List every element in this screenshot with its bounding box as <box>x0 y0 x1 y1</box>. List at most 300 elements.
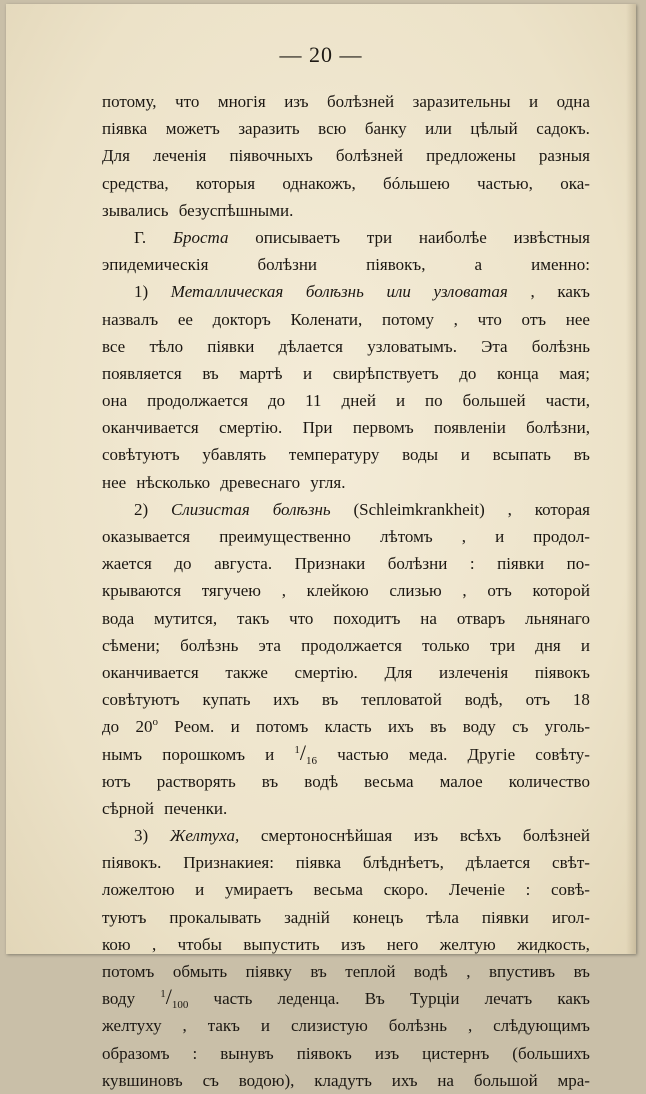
word: задній <box>284 907 330 927</box>
word: что <box>175 92 200 111</box>
word: чтобы <box>177 934 222 954</box>
word: убавлять <box>202 445 267 465</box>
word: свирѣпствуетъ <box>332 363 439 383</box>
word: , <box>281 581 286 601</box>
word: $^1/_{100}$ <box>160 984 189 1012</box>
word: въ <box>321 690 339 710</box>
word: нымъ <box>102 744 143 764</box>
text-line <box>102 768 590 795</box>
word: потомъ <box>255 717 309 737</box>
word: мра- <box>557 1070 590 1090</box>
word: только <box>422 635 470 655</box>
word: прокалывать <box>169 907 262 927</box>
word: піявокъ <box>534 662 590 682</box>
word: изъ <box>341 934 366 954</box>
word: уголь- <box>544 717 590 737</box>
word: цѣлый <box>470 119 518 139</box>
word: : <box>469 554 475 574</box>
word: походитъ <box>333 608 401 628</box>
word: эпидемическія <box>102 255 209 275</box>
word: всю <box>318 119 347 139</box>
text-line <box>102 360 590 387</box>
word: Леченіе <box>448 880 505 900</box>
word: средства, <box>102 173 169 193</box>
word: блѣднѣетъ, <box>362 853 444 873</box>
word: предложены <box>426 146 516 166</box>
word: свѣт- <box>552 853 590 873</box>
word: , <box>182 1016 187 1036</box>
word: желтую <box>439 934 496 954</box>
word: лечатъ <box>484 989 533 1009</box>
word: которыя <box>195 173 256 193</box>
text-line <box>102 278 590 305</box>
word: піявка <box>295 853 342 873</box>
word: и <box>460 445 470 465</box>
word: Броста <box>172 227 229 247</box>
word: бóльшею <box>383 173 450 193</box>
word: оканчивается <box>102 418 199 438</box>
word: піявки <box>481 907 529 927</box>
body-text <box>102 88 590 1094</box>
word: піявка <box>102 119 148 139</box>
word: Слизистая <box>171 499 250 519</box>
word: все <box>102 336 126 356</box>
word: : <box>525 880 531 900</box>
word: въ <box>202 363 219 383</box>
word: Другіе <box>467 744 516 764</box>
word: смертію. <box>219 418 283 438</box>
word: мутится, <box>154 608 218 628</box>
word: изъ <box>284 92 309 111</box>
word: Металлическая <box>170 282 284 302</box>
word: водою), <box>238 1070 295 1090</box>
word: піявку <box>245 962 292 981</box>
text-line <box>102 577 590 604</box>
text-line <box>102 469 590 496</box>
word: кою <box>102 934 131 954</box>
word: болѣзней <box>522 826 590 846</box>
word: водѣ <box>304 771 339 791</box>
word: эта <box>258 635 281 655</box>
text-line <box>102 876 590 903</box>
word: обмыть <box>172 962 228 981</box>
word: леденца. <box>277 989 340 1009</box>
word: извѣстныя <box>513 227 590 247</box>
word: теплой <box>345 962 396 981</box>
word: или <box>425 119 452 139</box>
word: желтуху <box>102 1016 162 1036</box>
word: назвалъ <box>102 309 159 329</box>
word: отъ <box>487 581 512 601</box>
word: піявокъ, <box>366 255 426 275</box>
word: появленіи <box>433 418 506 438</box>
text-line <box>102 306 590 333</box>
word: класть <box>324 717 372 737</box>
word: болѣзнь <box>272 499 331 519</box>
word: или <box>386 282 411 302</box>
word: узловатая <box>433 282 508 302</box>
word: Реом. <box>174 717 215 737</box>
word: , <box>530 282 535 302</box>
word: слизистую <box>290 1016 368 1036</box>
word: слизью <box>389 581 442 601</box>
word: ихъ <box>387 717 414 737</box>
word: и <box>260 1016 271 1036</box>
word: Признакиея: <box>183 853 274 873</box>
word: При <box>302 418 333 438</box>
text-line <box>102 795 590 822</box>
text-line <box>102 659 590 686</box>
word: болѣзни, <box>526 418 590 438</box>
word: растворять <box>156 771 236 791</box>
word: частью, <box>477 173 533 193</box>
word: отваръ <box>456 608 506 628</box>
word: докторъ <box>212 309 271 329</box>
word: на <box>437 1070 454 1090</box>
word: меда. <box>408 744 448 764</box>
word: водѣ <box>413 962 448 981</box>
word: отъ <box>525 690 551 710</box>
word: и <box>303 363 313 383</box>
word: въ <box>261 771 279 791</box>
text-line <box>102 550 590 577</box>
word: такъ <box>207 1016 240 1036</box>
word: совѣ- <box>551 880 590 900</box>
text-line <box>102 197 590 224</box>
word: болѣзнь <box>388 1016 447 1036</box>
word: зывались <box>102 200 169 220</box>
word: наиболѣе <box>418 227 487 247</box>
word: болѣзни <box>387 554 448 574</box>
text-line <box>102 904 590 931</box>
text-line <box>102 224 590 251</box>
text-line <box>102 88 590 115</box>
text-line <box>102 1040 590 1067</box>
word: продол- <box>533 527 590 546</box>
word: умираетъ <box>224 880 293 900</box>
text-line <box>102 523 590 550</box>
word: піявки <box>497 554 545 574</box>
word: она <box>102 391 128 411</box>
word: вынувъ <box>220 1043 274 1063</box>
word: оканчивается <box>102 662 199 682</box>
word: изъ <box>413 826 439 846</box>
word: весьма <box>364 771 414 791</box>
word: также <box>225 662 268 682</box>
word: большей <box>462 391 526 411</box>
word: ютъ <box>102 771 131 791</box>
text-line <box>102 605 590 632</box>
word: Турціи <box>410 989 460 1009</box>
word: $^1/_{16}$ <box>294 739 318 767</box>
word: которая <box>534 499 590 519</box>
word: : <box>192 1043 198 1063</box>
word: болѣзней <box>335 146 403 166</box>
word: піявокъ. <box>102 853 162 873</box>
word: въ <box>430 717 447 737</box>
word: продолжается <box>147 391 249 411</box>
word: древеснаго <box>220 472 301 492</box>
word: большой <box>473 1070 538 1090</box>
text-line <box>102 931 590 958</box>
word: и <box>395 391 406 411</box>
text-line <box>102 686 590 713</box>
word: узловатымъ. <box>367 336 457 356</box>
word: потому <box>381 309 434 329</box>
word: и <box>529 92 539 111</box>
word: августа. <box>214 554 273 574</box>
word: выпустить <box>243 934 320 954</box>
text-line <box>102 985 590 1012</box>
word: тягучею <box>201 581 262 601</box>
word: разныя <box>538 146 590 166</box>
word: изъ <box>374 1043 400 1063</box>
word: тѣло <box>149 336 184 356</box>
word: кладутъ <box>314 1070 372 1090</box>
word: именно: <box>531 255 590 275</box>
word: (большихъ <box>512 1043 590 1063</box>
word: піявокъ <box>296 1043 352 1063</box>
word: болѣзней <box>327 92 395 111</box>
word: сѣмени; <box>102 635 160 655</box>
word: что <box>477 309 502 329</box>
word: воды <box>402 445 439 465</box>
word: угля. <box>310 472 346 492</box>
word: части, <box>545 391 590 411</box>
word: него <box>386 934 419 954</box>
word: въ <box>573 962 590 981</box>
text-line <box>102 496 590 523</box>
word: безуспѣшными. <box>178 200 294 220</box>
text-line <box>102 441 590 468</box>
word: образомъ <box>102 1043 170 1063</box>
word: Признаки <box>294 554 366 574</box>
word: впустивъ <box>488 962 556 981</box>
word: слѣдующимъ <box>493 1016 590 1036</box>
word: заразительны <box>412 92 511 111</box>
word: потому, <box>102 92 157 111</box>
word: сѣрной <box>102 798 154 818</box>
word: печенки. <box>164 798 228 818</box>
word: болѣзнь <box>180 635 239 655</box>
word: смертію. <box>294 662 358 682</box>
word: нѣсколько <box>136 472 211 492</box>
word: скоро. <box>383 880 429 900</box>
word: 20$^o$ <box>135 716 158 737</box>
word: , <box>151 934 157 954</box>
word: совѣтуютъ <box>102 690 180 710</box>
word: такъ <box>237 608 270 628</box>
word: ложелтою <box>102 880 175 900</box>
word: , <box>466 962 471 981</box>
word: дней <box>341 391 376 411</box>
word: крываются <box>102 581 182 601</box>
word: Г. <box>134 227 147 247</box>
text-line <box>102 958 590 985</box>
word: весьма <box>313 880 363 900</box>
word: дня <box>535 635 561 655</box>
word: болѣзни <box>257 255 318 275</box>
word: однакожъ, <box>282 173 356 193</box>
word: дѣлается <box>278 336 343 356</box>
word: льнянаго <box>525 608 590 628</box>
word: піявки <box>207 336 255 356</box>
word: съ <box>512 717 529 737</box>
word: количество <box>508 771 590 791</box>
word: какъ <box>557 989 590 1009</box>
word: воду <box>462 717 496 737</box>
text-line <box>102 1012 590 1039</box>
word: отъ <box>521 309 547 329</box>
word: игол- <box>551 907 590 927</box>
word: воду <box>102 989 136 1009</box>
word: дѣлается <box>465 853 531 873</box>
word: нее <box>102 472 127 492</box>
text-line <box>102 1067 590 1094</box>
word: можетъ <box>165 119 220 139</box>
word: Желтуха, <box>169 826 240 846</box>
page-edge-shadow <box>626 4 636 954</box>
text-line <box>102 142 590 169</box>
word: вода <box>102 608 135 628</box>
word: до <box>459 363 477 383</box>
word: въ <box>573 445 590 465</box>
word: совѣту- <box>535 744 590 764</box>
word: излеченія <box>439 662 509 682</box>
word: и <box>495 527 505 546</box>
word: и <box>230 717 240 737</box>
word: ихъ <box>273 690 300 710</box>
word: кувшиновъ <box>102 1070 183 1090</box>
word: до <box>268 391 286 411</box>
word: мартѣ <box>239 363 283 383</box>
word: купать <box>202 690 251 710</box>
text-line <box>102 849 590 876</box>
word: туютъ <box>102 907 147 927</box>
word: , <box>462 581 467 601</box>
word: которой <box>532 581 590 601</box>
page-number: — 20 — <box>279 42 363 67</box>
word: 2) <box>134 499 149 519</box>
word: а <box>474 255 483 275</box>
word: потомъ <box>102 962 155 981</box>
word: болѣзнь <box>531 336 590 356</box>
word: по- <box>566 554 590 574</box>
text-line <box>102 115 590 142</box>
word: клейкою <box>306 581 369 601</box>
word: мая; <box>559 363 590 383</box>
word: заразить <box>238 119 300 139</box>
word: оказывается <box>102 527 191 546</box>
word: что <box>289 608 314 628</box>
word: Въ <box>364 989 385 1009</box>
word: конца <box>496 363 539 383</box>
word: , <box>467 1016 473 1036</box>
word: три <box>366 227 393 247</box>
word: преимущественно <box>219 527 351 546</box>
word: банку <box>364 119 407 139</box>
word: всѣхъ <box>459 826 502 846</box>
word: до <box>102 717 120 737</box>
word: описываетъ <box>255 227 341 247</box>
word: конецъ <box>352 907 404 927</box>
word: съ <box>202 1070 219 1090</box>
word: смертоноснѣйшая <box>260 826 393 846</box>
word: водѣ, <box>464 690 503 710</box>
word: (Schleimkrankheit) <box>353 499 485 519</box>
text-line <box>102 333 590 360</box>
word: , <box>507 499 512 519</box>
text-line <box>102 822 590 849</box>
text-line <box>102 251 590 278</box>
word: появляется <box>102 363 182 383</box>
word: 1) <box>134 282 149 302</box>
word: Для <box>384 662 413 682</box>
word: по <box>425 391 443 411</box>
word: совѣтуютъ <box>102 445 180 465</box>
word: 11 <box>305 391 322 411</box>
word: тепловатой <box>361 690 442 710</box>
text-line <box>102 170 590 197</box>
word: тѣла <box>426 907 459 927</box>
word: частью <box>337 744 389 764</box>
word: до <box>174 554 192 574</box>
word: Для <box>102 146 130 166</box>
word: ихъ <box>391 1070 418 1090</box>
word: часть <box>213 989 253 1009</box>
word: , <box>461 527 466 546</box>
word: 18 <box>572 690 590 710</box>
word: и <box>195 880 205 900</box>
word: Коленати, <box>290 309 363 329</box>
word: температуру <box>288 445 380 465</box>
text-line <box>102 713 590 740</box>
word: и <box>580 635 590 655</box>
text-line <box>102 387 590 414</box>
word: жидкость, <box>517 934 590 954</box>
word: какъ <box>557 282 590 302</box>
word: три <box>489 635 516 655</box>
word: леченія <box>153 146 207 166</box>
word: Эта <box>481 336 508 356</box>
word: ока- <box>560 173 590 193</box>
word: піявочныхъ <box>229 146 313 166</box>
word: одна <box>556 92 590 111</box>
word: цистернъ <box>422 1043 490 1063</box>
word: всыпать <box>492 445 551 465</box>
word: и <box>265 744 275 764</box>
text-line <box>102 414 590 441</box>
text-line <box>102 632 590 659</box>
word: продолжается <box>301 635 402 655</box>
word: болѣзнь <box>305 282 364 302</box>
word: многія <box>217 92 266 111</box>
word: въ <box>310 962 327 981</box>
word: нее <box>565 309 590 329</box>
word: садокъ. <box>536 119 590 139</box>
text-line <box>102 741 590 768</box>
word: ее <box>177 309 193 329</box>
word: , <box>453 309 458 329</box>
word: на <box>420 608 437 628</box>
word: порошкомъ <box>162 744 246 764</box>
word: жается <box>102 554 152 574</box>
word: лѣтомъ <box>379 527 433 546</box>
book-page <box>6 4 636 1090</box>
word: малое <box>439 771 483 791</box>
word: 3) <box>134 826 149 846</box>
word: первомъ <box>352 418 414 438</box>
